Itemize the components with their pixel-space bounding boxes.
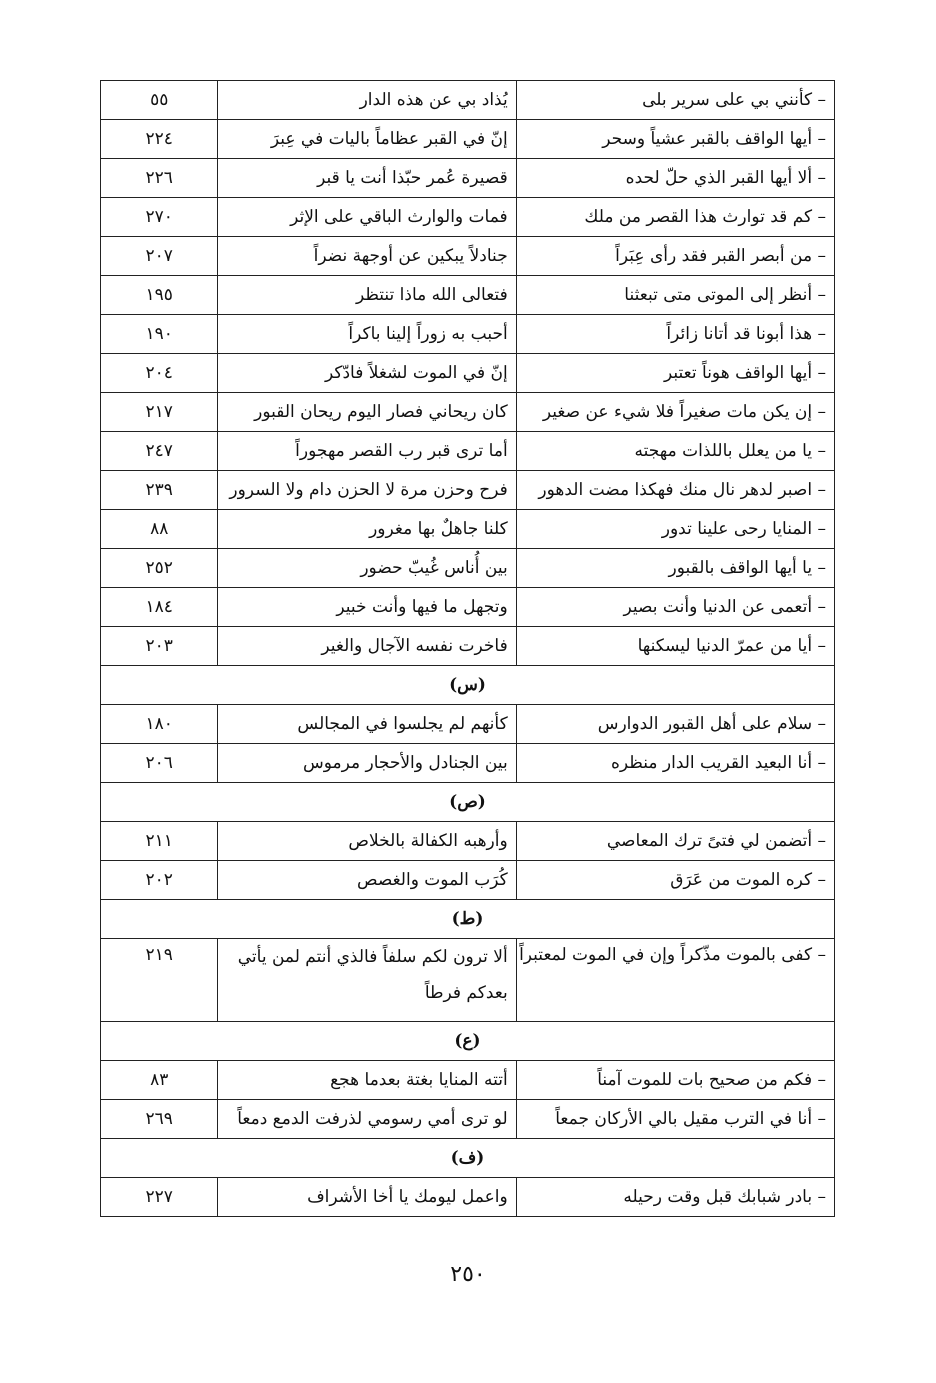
table-row [101, 939, 835, 1022]
page-ref: ٢٠٧ [101, 237, 218, 276]
second-hemistich: كُرَب الموت والغصص [218, 861, 516, 900]
section-letter: (ع) [101, 1022, 835, 1061]
first-hemistich: – إن يكن مات صغيراً فلا شيء عن صغير [516, 393, 834, 432]
table-row [101, 588, 835, 627]
page-ref: ١٨٤ [101, 588, 218, 627]
table-row [101, 276, 835, 315]
first-hemistich: – بادر شبابك قبل وقت رحيله [516, 1178, 834, 1217]
section-header-row [101, 783, 835, 822]
first-hemistich: – يا أيها الواقف بالقبور [516, 549, 834, 588]
section-letter: (ص) [101, 783, 835, 822]
second-hemistich: أتته المنايا بغتة بعدما هجع [218, 1061, 516, 1100]
table-row [101, 159, 835, 198]
page-ref: ٢١٩ [101, 939, 218, 1022]
section-header-row [101, 1139, 835, 1178]
page-ref: ٢٣٩ [101, 471, 218, 510]
section-header-row [101, 666, 835, 705]
second-hemistich: كلنا جاهلٌ بها مغرور [218, 510, 516, 549]
table-row [101, 471, 835, 510]
page-ref: ١٨٠ [101, 705, 218, 744]
page-ref: ٢١٧ [101, 393, 218, 432]
second-hemistich: بين الجنادل والأحجار مرموس [218, 744, 516, 783]
section-letter: (ط) [101, 900, 835, 939]
second-hemistich: إنّ في الموت لشغلاً فادّكر [218, 354, 516, 393]
table-row [101, 627, 835, 666]
section-header-row [101, 900, 835, 939]
second-hemistich: جنادلاً يبكين عن أوجهة نضراً [218, 237, 516, 276]
second-hemistich: واعمل ليومك يا أخا الأشراف [218, 1178, 516, 1217]
first-hemistich: – أيا من عمرّ الدنيا ليسكنها [516, 627, 834, 666]
first-hemistich: – أنا البعيد القريب الدار منظره [516, 744, 834, 783]
page-ref: ٨٣ [101, 1061, 218, 1100]
second-hemistich: كان ريحاني فصار اليوم ريحان القبور [218, 393, 516, 432]
first-hemistich: – أيها الواقف هوناً تعتبر [516, 354, 834, 393]
first-hemistich: – أنا في الترب مقيل بالي الأركان جمعاً [516, 1100, 834, 1139]
page-ref: ٢٢٦ [101, 159, 218, 198]
second-hemistich: وتجهل ما فيها وأنت خبير [218, 588, 516, 627]
second-hemistich: فمات والوارث الباقي على الإثر [218, 198, 516, 237]
table-row [101, 81, 835, 120]
first-hemistich: – أتضمن لي فتىً ترك المعاصي [516, 822, 834, 861]
first-hemistich: – من أبصر القبر فقد رأى عِبَراً [516, 237, 834, 276]
second-hemistich: وأرهبه الكفالة بالخلاص [218, 822, 516, 861]
first-hemistich: – أيها الواقف بالقبر عشياً وسحر [516, 120, 834, 159]
table-row [101, 510, 835, 549]
page-ref: ٢٠٤ [101, 354, 218, 393]
page-ref: ٨٨ [101, 510, 218, 549]
second-hemistich: فتعالى الله ماذا تنتظر [218, 276, 516, 315]
page-ref: ٢٢٧ [101, 1178, 218, 1217]
first-hemistich: – هذا أبونا قد أتانا زائراً [516, 315, 834, 354]
table-row [101, 1100, 835, 1139]
table-row [101, 198, 835, 237]
first-hemistich: – ألا أيها القبر الذي حلّ لحده [516, 159, 834, 198]
first-hemistich: – أتعمى عن الدنيا وأنت بصير [516, 588, 834, 627]
first-hemistich: – اصبر لدهر نال منك فهكذا مضت الدهور [516, 471, 834, 510]
first-hemistich: – كره الموت من عَرَق [516, 861, 834, 900]
page-ref: ٢٠٣ [101, 627, 218, 666]
page-ref: ٢٤٧ [101, 432, 218, 471]
second-hemistich: يُذاد بي عن هذه الدار [218, 81, 516, 120]
page-ref: ٢٢٤ [101, 120, 218, 159]
page-number: ٢٥٠ [450, 1262, 486, 1287]
table-row [101, 549, 835, 588]
table-row [101, 120, 835, 159]
second-hemistich: قصيرة عُمر حبّذا أنت يا قبر [218, 159, 516, 198]
page-ref: ١٩٥ [101, 276, 218, 315]
first-hemistich: – فكم من صحيح بات للموت آمناً [516, 1061, 834, 1100]
table-row [101, 705, 835, 744]
section-letter: (ف) [101, 1139, 835, 1178]
page-ref: ٢٠٢ [101, 861, 218, 900]
table-row [101, 354, 835, 393]
table-row [101, 315, 835, 354]
page-ref: ٥٥ [101, 81, 218, 120]
second-hemistich: ألا ترون لكم سلفاً فالذي أنتم لمن يأتي بعدكم فرطاً [218, 939, 516, 1022]
first-hemistich: – كم قد توارث هذا القصر من ملك [516, 198, 834, 237]
first-hemistich: – المنايا رحى علينا تدور [516, 510, 834, 549]
second-hemistich: بين أُناس غُيبّ حضور [218, 549, 516, 588]
page-ref: ٢٥٢ [101, 549, 218, 588]
second-hemistich: فاخرت نفسه الآجال والغير [218, 627, 516, 666]
table-row [101, 237, 835, 276]
second-hemistich: إنّ في القبر عظاماً باليات في عِبرَ [218, 120, 516, 159]
table-row [101, 822, 835, 861]
second-hemistich: كأنهم لم يجلسوا في المجالس [218, 705, 516, 744]
page-ref: ١٩٠ [101, 315, 218, 354]
second-hemistich: أحبب به زوراً إلينا باكراً [218, 315, 516, 354]
second-hemistich: أما ترى قبر رب القصر مهجوراً [218, 432, 516, 471]
page-ref: ٢٧٠ [101, 198, 218, 237]
table-row [101, 744, 835, 783]
section-header-row [101, 1022, 835, 1061]
table-row [101, 1178, 835, 1217]
page-ref: ٢١١ [101, 822, 218, 861]
first-hemistich: – أنظر إلى الموتى متى تبعثنا [516, 276, 834, 315]
first-hemistich: – يا من يعلل باللذات مهجته [516, 432, 834, 471]
first-hemistich: – كفى بالموت مذّكراً وإن في الموت لمعتبراً [516, 939, 834, 1022]
poetry-index-table [100, 80, 835, 1217]
second-hemistich: فرح وحزن مرة لا الحزن دام ولا السرور [218, 471, 516, 510]
section-letter: (س) [101, 666, 835, 705]
table-row [101, 432, 835, 471]
page-ref: ٢٦٩ [101, 1100, 218, 1139]
index-body [101, 81, 835, 1217]
page-ref: ٢٠٦ [101, 744, 218, 783]
table-row [101, 861, 835, 900]
table-row [101, 1061, 835, 1100]
first-hemistich: – كأنني بي على سرير بلى [516, 81, 834, 120]
second-hemistich: لو ترى أمي رسومي لذرفت الدمع دمعاً [218, 1100, 516, 1139]
first-hemistich: – سلام على أهل القبور الدوارس [516, 705, 834, 744]
table-row [101, 393, 835, 432]
